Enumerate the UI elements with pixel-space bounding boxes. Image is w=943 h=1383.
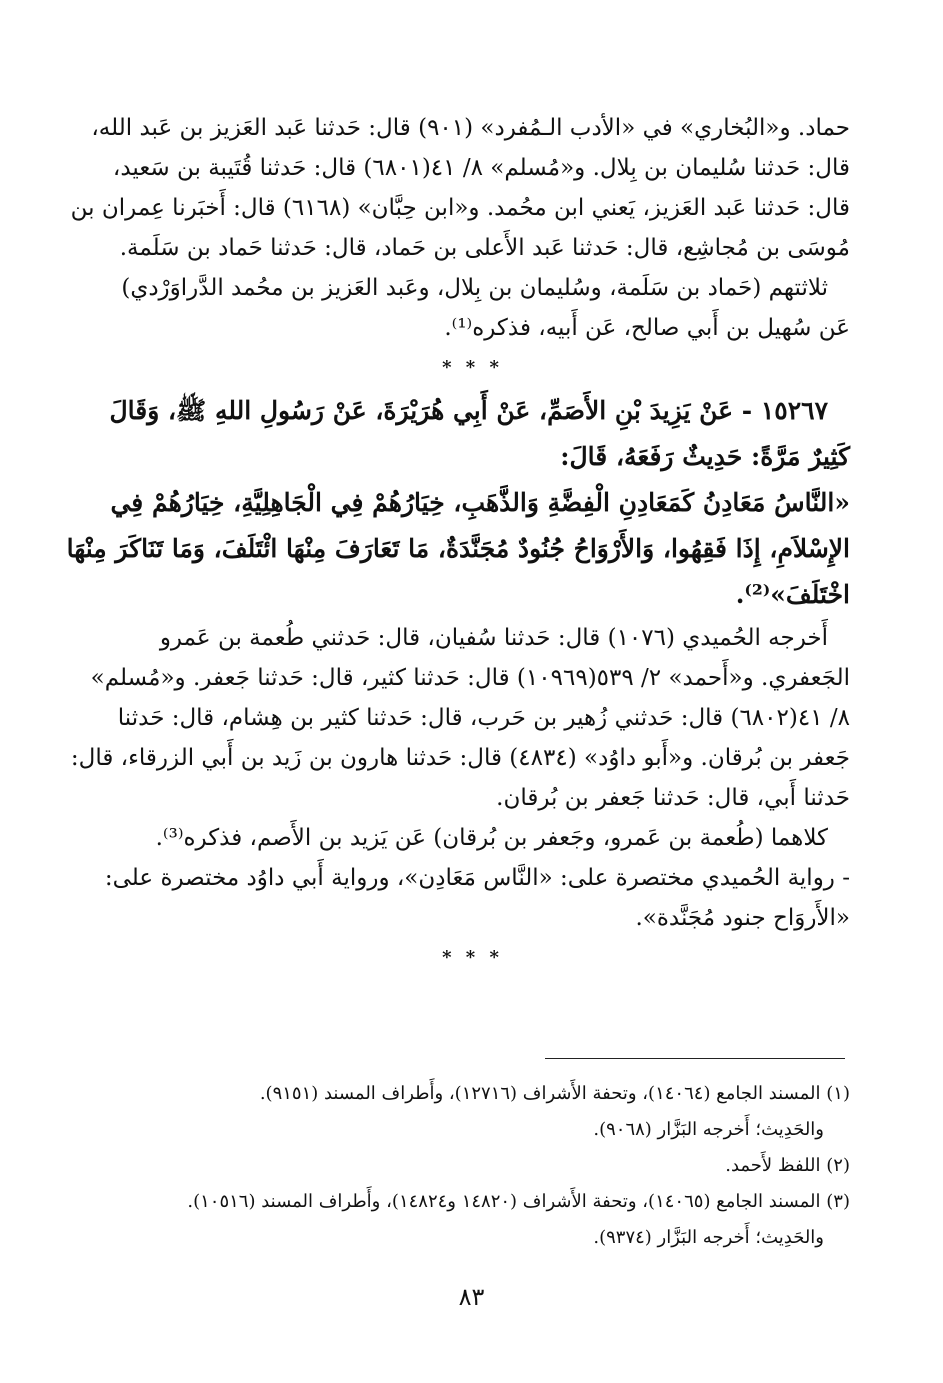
footnote: والحَدِيث؛ أَخرجه البَزَّار (٩٣٧٤).	[593, 1227, 824, 1248]
footnotes	[95, 1076, 850, 1256]
hadith-line: الإِسْلاَمِ، إِذَا فَقِهُوا، وَالأَرْوَاحُ جُنُودٌ مُجَنَّدَةٌ، مَا تَعَارَفَ مِنْهَا ائْتَلَفَ، وَمَا تَنَاكَرَ مِنْهَا	[66, 534, 850, 563]
text-line: حَدثنا أَبي، قال: حَدثنا جَعفر بن بُرقان.	[496, 785, 850, 811]
text-line: - رواية الحُميدي مختصرة على: «النَّاس مَعَادِن»، ورواية أَبي داوُد مختصرة على:	[104, 865, 850, 891]
footnote: (٣) المسند الجامع (١٤٠٦٥)، وتحفة الأَشراف (١٤٨٢٠ و١٤٨٢٤)، وأَطراف المسند (١٠٥١٦).	[187, 1191, 850, 1212]
hadith-line: «النَّاسُ مَعَادِنُ كَمَعَادِنِ الْفِضَّةِ وَالذَّهَبِ، خِيَارُهُمْ فِي الْجَاهِلِيَّةِ، خِيَارُهُمْ فِي	[110, 488, 850, 517]
text-line: الجَعفري. و«أَحمد» ٢/ ٥٣٩(١٠٩٦٩) قال: حَدثنا كثير، قال: حَدثنا جَعفر. و«مُسلم»	[90, 665, 850, 691]
text-line: جَعفر بن بُرقان. و«أَبو داوُد» (٤٨٣٤) قال: حَدثنا هارون بن زَيد بن أَبي الزرقاء، قال:	[70, 745, 850, 771]
text-line: حماد. و«البُخاري» في «الأدب الـمُفرد» (٩٠١) قال: حَدثنا عَبد العَزيز بن عَبد الله،	[91, 115, 850, 141]
footnote: والحَدِيث؛ أَخرجه البَزَّار (٩٠٦٨).	[593, 1119, 824, 1140]
page-number: ٨٣	[458, 1283, 485, 1311]
text-line: أَخرجه الحُميدي (١٠٧٦) قال: حَدثنا سُفيان، قال: حَدثني طُعمة بن عَمرو	[159, 625, 828, 651]
hadith-line: كَثِيرٌ مَرَّةً: حَدِيثٌ رَفَعَهُ، قَالَ:	[560, 442, 850, 471]
text-line: «الأَروَاح جنود مُجَنَّدة».	[635, 905, 850, 931]
text-line: ٨/ ٤١(٦٨٠٢) قال: حَدثني زُهير بن حَرب، قال: حَدثنا كثير بن هِشام، قال: حَدثنا	[117, 705, 850, 731]
section-separator: * * *	[442, 947, 503, 968]
page-body	[66, 108, 850, 978]
section-separator: * * *	[442, 357, 503, 378]
footnote-divider	[545, 1058, 845, 1059]
hadith-line: ١٥٢٦٧ - عَنْ يَزِيدَ بْنِ الأَصَمِّ، عَنْ أَبِي هُرَيْرَةَ، عَنْ رَسُولِ اللهِ ﷺ، وَقَالَ	[109, 396, 828, 425]
footnote: (٢) اللفظ لأَحمد.	[725, 1155, 850, 1176]
text-line: مُوسَى بن مُجاشِع، قال: حَدثنا عَبد الأَعلى بن حَماد، قال: حَدثنا حَماد بن سَلَمة.	[119, 235, 850, 261]
hadith-line: اخْتَلَفَ»⁽²⁾.	[735, 580, 850, 609]
text-line: كلاهما (طُعمة بن عَمرو، وجَعفر بن بُرقان) عَن يَزيد بن الأَصم، فذكره⁽³⁾.	[155, 825, 828, 851]
text-line: عَن سُهيل بن أَبي صالح، عَن أَبيه، فذكره⁽¹⁾.	[444, 315, 850, 341]
text-line: قال: حَدثنا عَبد العَزيز، يَعني ابن محُمد. و«ابن حِبَّان» (٦١٦٨) قال: أَخبَرنا عِمران بن	[70, 195, 850, 221]
text-line: قال: حَدثنا سُليمان بن بِلال. و«مُسلم» ٨/ ٤١(٦٨٠١) قال: حَدثنا قُتَيبة بن سَعيد،	[112, 155, 850, 181]
text-line: ثلاثتهم (حَماد بن سَلَمة، وسُليمان بن بِلال، وعَبد العَزيز بن محُمد الدَّراوَرْدي)	[121, 275, 828, 301]
footnote: (١) المسند الجامع (١٤٠٦٤)، وتحفة الأَشراف (١٢٧١٦)، وأَطراف المسند (٩١٥١).	[259, 1083, 850, 1104]
